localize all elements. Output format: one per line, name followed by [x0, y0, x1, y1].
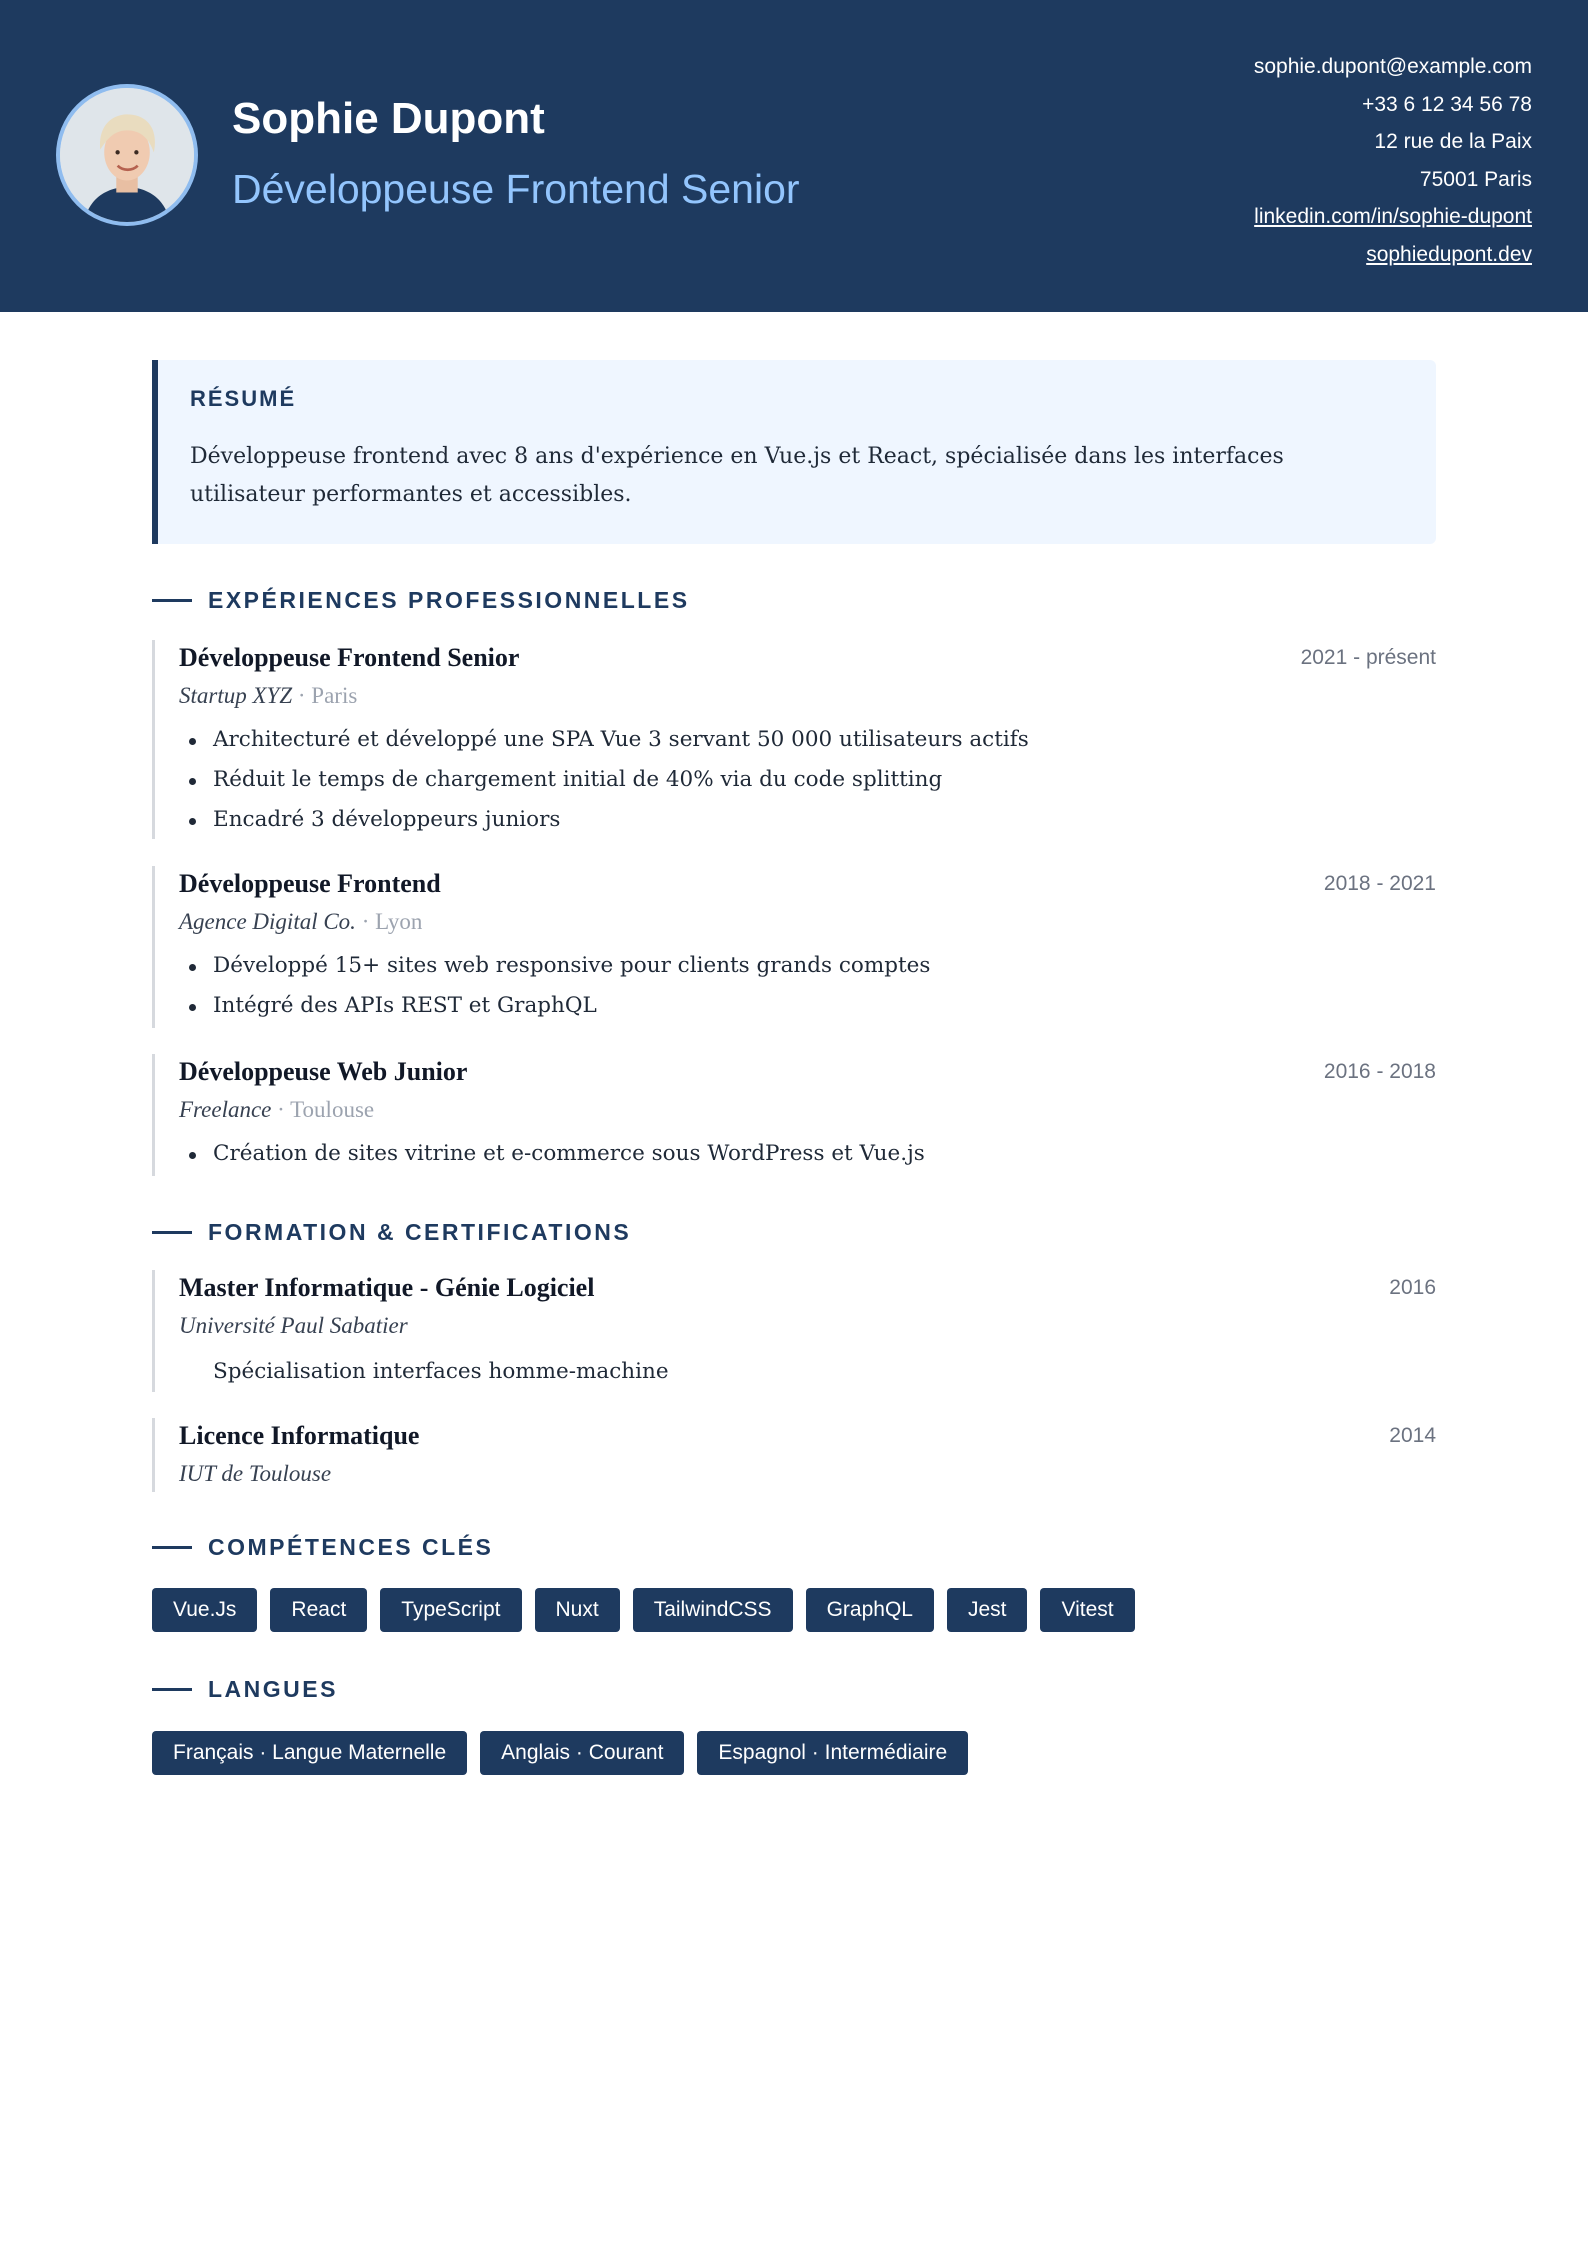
entry-location: · Paris — [297, 683, 358, 708]
entry-date: 2016 - 2018 — [1323, 1060, 1436, 1083]
profile-photo-illustration — [60, 88, 194, 222]
entry-org-name: Agence Digital Co. — [179, 909, 356, 934]
entry-organization — [179, 676, 1436, 716]
entry-organization — [179, 902, 1436, 942]
list-item: Intégré des APIs REST et GraphQL — [179, 986, 1436, 1026]
entry-organization: IUT de Toulouse — [179, 1461, 332, 1486]
skill-tag: TailwindCSS — [633, 1588, 793, 1632]
experience-heading: EXPÉRIENCES PROFESSIONNELLES — [152, 585, 690, 615]
list-item: Développé 15+ sites web responsive pour clients grands comptes — [179, 946, 1436, 986]
skill-tag: GraphQL — [806, 1588, 934, 1632]
list-item: Création de sites vitrine et e-commerce sous WordPress et Vue.js — [179, 1134, 1436, 1174]
skill-tag: Vue.Js — [152, 1588, 257, 1632]
skill-tag: TypeScript — [380, 1588, 521, 1632]
language-tags — [152, 1731, 968, 1775]
contact-street: 12 rue de la Paix — [1374, 130, 1532, 153]
skills-heading: COMPÉTENCES CLÉS — [152, 1532, 493, 1562]
education-entry — [152, 1418, 1436, 1492]
education-heading: FORMATION & CERTIFICATIONS — [152, 1217, 631, 1247]
entry-org-name: Startup XYZ — [179, 683, 293, 708]
entry-title: Master Informatique - Génie Logiciel — [179, 1273, 595, 1302]
contact-city: 75001 Paris — [1419, 167, 1532, 191]
contact-info — [1254, 48, 1532, 273]
entry-bullets — [179, 720, 1436, 840]
candidate-name: Sophie Dupont — [232, 94, 545, 143]
skill-tag: Vitest — [1040, 1588, 1134, 1632]
education-entry — [152, 1270, 1436, 1392]
summary-box — [152, 360, 1436, 544]
contact-email: sophie.dupont@example.com — [1253, 55, 1532, 78]
language-tag: Français · Langue Maternelle — [152, 1731, 467, 1775]
cv-header — [0, 0, 1588, 312]
entry-date: 2021 - présent — [1300, 646, 1436, 669]
summary-heading: RÉSUMÉ — [190, 386, 297, 411]
experience-entry — [152, 640, 1436, 839]
linkedin-link[interactable]: linkedin.com/in/sophie-dupont — [1254, 205, 1532, 228]
skill-tag: Jest — [947, 1588, 1028, 1632]
entry-organization: Université Paul Sabatier — [179, 1313, 408, 1338]
entry-title: Développeuse Frontend — [179, 869, 441, 898]
list-item: Encadré 3 développeurs juniors — [179, 800, 1436, 840]
entry-bullets — [179, 946, 1436, 1026]
summary-text: Développeuse frontend avec 8 ans d'expérience en Vue.js et React, spécialisée dans les interfaces utilisateur performantes et accessibles. — [190, 444, 1284, 507]
profile-photo — [56, 84, 198, 226]
entry-location: · Toulouse — [277, 1097, 375, 1122]
languages-heading: LANGUES — [152, 1674, 338, 1704]
entry-date: 2016 — [1389, 1276, 1436, 1299]
skills-tags — [152, 1588, 1135, 1632]
entry-title: Licence Informatique — [179, 1421, 420, 1450]
experience-entry — [152, 1054, 1436, 1176]
entry-date: 2018 - 2021 — [1323, 872, 1436, 895]
entry-bullets — [179, 1134, 1436, 1174]
language-tag: Anglais · Courant — [480, 1731, 684, 1775]
entry-title: Développeuse Web Junior — [179, 1057, 468, 1086]
entry-title: Développeuse Frontend Senior — [179, 643, 520, 672]
candidate-role: Développeuse Frontend Senior — [232, 166, 800, 212]
entry-description: Spécialisation interfaces homme-machine — [213, 1359, 669, 1384]
experience-entry — [152, 866, 1436, 1028]
entry-location: · Lyon — [361, 909, 423, 934]
entry-org-name: Freelance — [179, 1097, 272, 1122]
list-item: Architecturé et développé une SPA Vue 3 servant 50 000 utilisateurs actifs — [179, 720, 1436, 760]
skill-tag: React — [270, 1588, 367, 1632]
list-item: Réduit le temps de chargement initial de 40% via du code splitting — [179, 760, 1436, 800]
entry-organization — [179, 1090, 1436, 1130]
website-link[interactable]: sophiedupont.dev — [1366, 242, 1532, 266]
entry-date: 2014 — [1389, 1424, 1436, 1447]
skill-tag: Nuxt — [535, 1588, 620, 1632]
language-tag: Espagnol · Intermédiaire — [697, 1731, 968, 1775]
contact-phone: +33 6 12 34 56 78 — [1362, 92, 1532, 116]
